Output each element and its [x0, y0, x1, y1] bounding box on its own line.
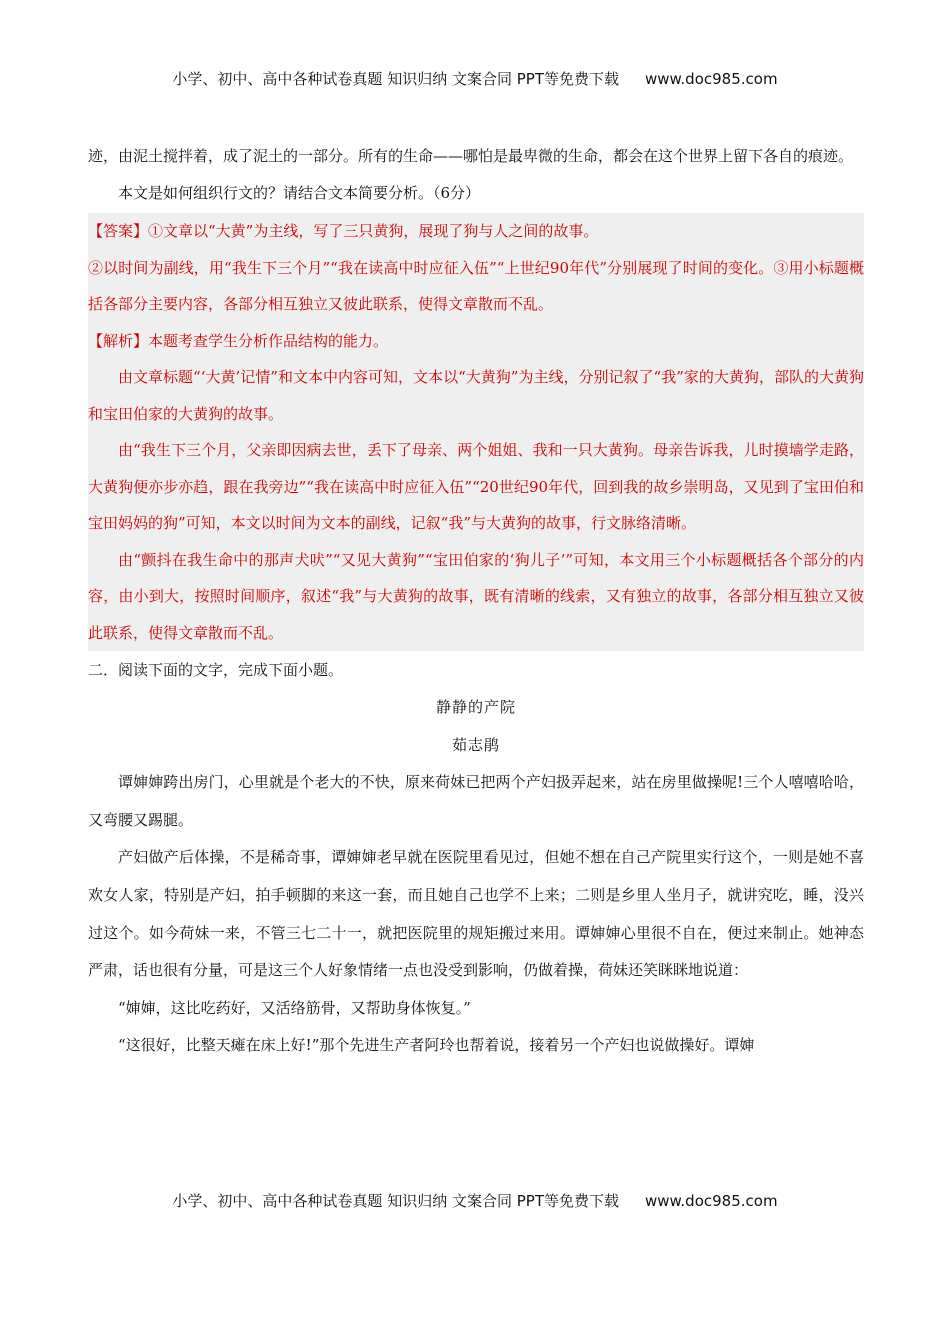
answer-line-1: 【答案】①文章以“大黄”为主线，写了三只黄狗，展现了狗与人之间的故事。 [88, 222, 599, 240]
analysis-heading: 【解析】本题考查学生分析作品结构的能力。 [88, 331, 389, 350]
section-heading: 二．阅读下面的文字，完成下面小题。 [88, 661, 344, 679]
page-footer [0, 1191, 950, 1211]
answer-block [88, 213, 864, 651]
story-paragraph-3: “婶婶，这比吃药好，又活络筋骨，又帮助身体恢复。” [118, 998, 471, 1017]
header-slogan: 小学、初中、高中各种试卷真题 知识归纳 文案合同 PPT等免费下载 [172, 70, 619, 88]
analysis-paragraph-1: 由文章标题“‘大黄’记情”和文本中内容可知，文本以“大黄狗”为主线，分别记叙了“我”家的大黄狗，部队的大黄狗和宝田伯家的大黄狗的故事。 [88, 368, 864, 423]
story [88, 689, 864, 1065]
story-paragraph-1: 谭婶婶跨出房门，心里就是个老大的不快，原来荷妹已把两个产妇扱弄起来，站在房里做操呢!三个人嘻嘻哈哈，又弯腰又踢腿。 [88, 773, 864, 829]
analysis-paragraph-2: 由“我生下三个月，父亲即因病去世，丢下了母亲、两个姐姐、我和一只大黄狗。母亲告诉我，儿时摸墙学走路，大黄狗便亦步亦趋，跟在我旁边”“我在读高中时应征入伍”“20世纪90年代，回到我的故乡崇明岛，又见到了宝田伯和宝田妈妈的狗”可知，本文以时间为文本的副线，记叙“我”与大黄狗的故事，行文脉络清晰。 [88, 441, 864, 532]
footer-slogan: 小学、初中、高中各种试卷真题 知识归纳 文案合同 PPT等免费下载 [172, 1192, 619, 1210]
story-paragraph-4: “这很好，比整天瘫在床上好!”那个先进生产者阿玲也帮着说，接着另一个产妇也说做操好。谭婶 [118, 1036, 755, 1055]
story-author: 茹志鹃 [451, 735, 500, 754]
answer-line-2: ②以时间为副线，用“我生下三个月”“我在读高中时应征入伍”“上世纪90年代”分别展现了时间的变化。③用小标题概括各部分主要内容，各部分相互独立又彼此联系，使得文章散而不乱。 [88, 258, 864, 313]
footer-site-link[interactable]: www.doc985.com [644, 1192, 778, 1210]
header-site-link[interactable]: www.doc985.com [644, 70, 778, 88]
question-text: 本文是如何组织行文的？请结合文本简要分析。（6分） [118, 184, 481, 202]
page-header [0, 69, 950, 89]
page-content [88, 138, 864, 1065]
analysis-paragraph-3: 由“颤抖在我生命中的那声犬吠”“又见大黄狗”“宝田伯家的‘狗儿子’”可知，本文用三个小标题概括各个部分的内容，由小到大，按照时间顺序，叙述“我”与大黄狗的故事，既有清晰的线索，又有独立的故事，各部分相互独立又彼此联系，使得文章散而不乱。 [88, 550, 864, 642]
passage-ending: 迹，由泥土搅拌着，成了泥土的一部分。所有的生命——哪怕是最卑微的生命，都会在这个世界上留下各自的痕迹。 [88, 147, 854, 165]
story-paragraph-2: 产妇做产后体操，不是稀奇事，谭婶婶老早就在医院里看见过，但她不想在自己产院里实行这个，一则是她不喜欢女人家，特别是产妇，拍手顿脚的来这一套，而且她自己也学不上来；二则是乡里人坐月子，就讲究吃，睡，没兴过这个。如今荷妹一来，不管三七二十一，就把医院里的规矩搬过来用。谭婶婶心里很不自在，便过来制止。她神态严肃，话也很有分量，可是这三个人好象情绪一点也没受到影响，仍做着操，荷妹还笑眯眯地说道： [88, 848, 864, 980]
story-title: 静静的产院 [435, 698, 516, 716]
